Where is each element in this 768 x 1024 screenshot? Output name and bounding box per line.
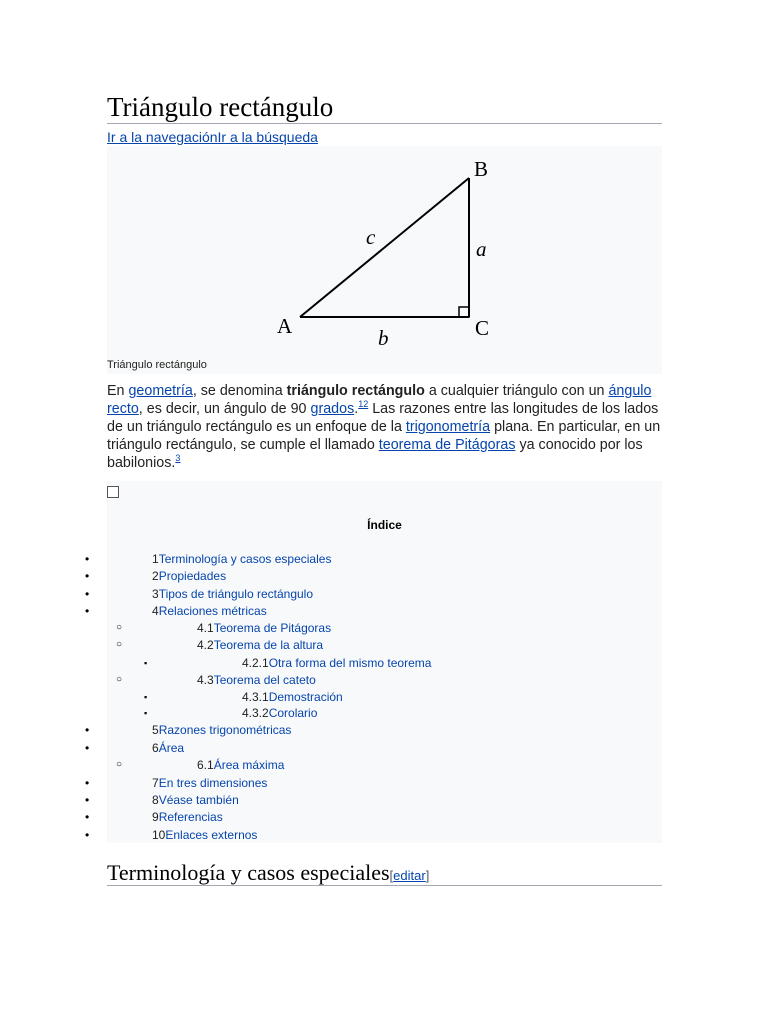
toc-item[interactable] [242,689,343,705]
toc-item[interactable] [152,740,184,756]
toc-item-number: 9 [152,810,159,824]
intro-text: , es decir, un ángulo de 90 [138,401,311,417]
toc-bullet: ○ [116,639,123,650]
toc-item[interactable] [152,775,267,791]
link-geometria[interactable]: geometría [128,383,193,399]
toc-item-number: 1 [152,552,159,566]
toc-item[interactable] [152,722,291,738]
toc-item-label[interactable]: Corolario [268,706,318,720]
toc-item-number: 4.2 [197,638,214,652]
edit-section-link-wrap [390,868,430,883]
reference-3[interactable]: 3 [175,453,181,463]
toc-bullet: • [85,793,90,807]
toc-item-number: 8 [152,793,159,807]
toc-item-number: 4.3.2 [242,706,269,720]
toc-item-number: 4.3 [197,673,214,687]
toc-item[interactable] [152,586,313,602]
toc-item-label[interactable]: Teorema de la altura [213,638,324,652]
toc-item[interactable] [152,792,239,808]
toc-item-number: 10 [152,828,166,842]
toc-bullet: ▪ [144,708,148,718]
toc-bullet: ▪ [144,658,148,668]
toc-bullet: ▪ [144,692,148,702]
toc-item-label[interactable]: Área máxima [213,758,285,772]
toc-bullet: • [85,604,90,618]
skip-links [107,128,318,146]
toc-item-label[interactable]: En tres dimensiones [158,776,268,790]
figure-box [107,146,662,374]
toc-bullet: • [85,552,90,566]
section-divider [107,885,662,886]
intro-text: , se denomina [192,383,287,399]
toc-item-label[interactable]: Propiedades [158,569,227,583]
toc-item-label[interactable]: Otra forma del mismo teorema [268,656,432,670]
vertex-c-label: C [475,316,490,340]
edit-bracket-close: ] [425,868,430,883]
toc-item[interactable] [242,705,317,721]
toc-item[interactable] [242,655,431,671]
right-angle-marker [459,307,469,317]
toc-item-number: 5 [152,723,159,737]
toc-item[interactable] [152,603,267,619]
toc-item[interactable] [197,757,284,773]
link-trigonometria[interactable]: trigonometría [405,419,491,435]
vertex-a-label: A [277,314,293,338]
toc-item-number: 6.1 [197,758,214,772]
toc-toggle-checkbox[interactable] [107,486,119,498]
toc-item-number: 4 [152,604,159,618]
reference-12[interactable]: 12 [358,399,369,409]
toc-item-label[interactable]: Enlaces externos [165,828,258,842]
toc-bullet: • [85,810,90,824]
toc-item[interactable] [152,809,223,825]
toc-item[interactable] [152,827,257,843]
toc-item-number: 4.3.1 [242,690,269,704]
toc-bullet: • [85,723,90,737]
skip-search-link[interactable]: Ir a la búsqueda [217,129,318,145]
toc-item-number: 4.2.1 [242,656,269,670]
toc-item-number: 2 [152,569,159,583]
toc-item-number: 4.1 [197,621,214,635]
toc-item-label[interactable]: Demostración [268,690,343,704]
intro-text: Las razones entre las longitudes de los lados de un triángulo rectángulo es un enfoque de la [107,401,659,435]
toc-item-label[interactable]: Terminología y casos especiales [158,552,332,566]
toc-bullet: • [85,587,90,601]
title-divider [107,123,662,124]
toc-bullet: • [85,776,90,790]
intro-text: ya conocido por los babilonios. [107,437,643,471]
toc-bullet: • [85,741,90,755]
edit-section-link[interactable]: editar [393,868,426,883]
toc-item-number: 6 [152,741,159,755]
link-angulo-recto[interactable]: ángulo recto [107,383,652,417]
section-heading-text: Terminología y casos especiales [107,860,390,885]
toc-bullet: ○ [116,674,123,685]
link-teorema-pitagoras[interactable]: teorema de Pitágoras [378,437,516,453]
toc-item-label[interactable]: Véase también [158,793,239,807]
toc-item-label[interactable]: Área [158,741,185,755]
toc-title: Índice [367,518,402,532]
intro-paragraph [107,382,667,472]
toc-item-label[interactable]: Referencias [158,810,223,824]
intro-text: En [107,383,129,399]
intro-text: plana. En particular, en un triángulo rectángulo, se cumple el llamado [107,419,661,453]
side-a-label: a [476,237,487,261]
link-grados[interactable]: grados [310,401,355,417]
figure-caption: Triángulo rectángulo [107,359,207,371]
toc-bullet: • [85,569,90,583]
toc-item[interactable] [197,620,331,636]
toc-item[interactable] [197,672,316,688]
intro-bold-term: triángulo rectángulo [286,383,425,399]
section-heading [107,858,429,891]
toc-item-label[interactable]: Tipos de triángulo rectángulo [158,587,314,601]
page-title: Triángulo rectángulo [107,92,334,122]
side-c-label: c [366,225,376,249]
side-b-label: b [378,326,389,350]
hypotenuse-line [300,178,469,317]
toc-item[interactable] [197,637,323,653]
intro-text: . [354,401,359,417]
skip-nav-link[interactable]: Ir a la navegación [107,129,218,145]
toc-bullet: ○ [116,759,123,770]
right-triangle-figure [107,146,662,374]
toc-item-label[interactable]: Relaciones métricas [158,604,267,618]
toc-item-label[interactable]: Teorema de Pitágoras [213,621,332,635]
toc-item-label[interactable]: Teorema del cateto [213,673,316,687]
vertex-b-label: B [474,157,489,181]
intro-text: a cualquier triángulo con un [424,383,609,399]
toc-item[interactable] [152,568,226,584]
toc-item[interactable] [152,551,331,567]
toc-bullet: • [85,828,90,842]
toc-item-number: 7 [152,776,159,790]
toc-item-number: 3 [152,587,159,601]
edit-bracket-open: [ [389,868,394,883]
toc-bullet: ○ [116,622,123,633]
toc-item-label[interactable]: Razones trigonométricas [158,723,292,737]
